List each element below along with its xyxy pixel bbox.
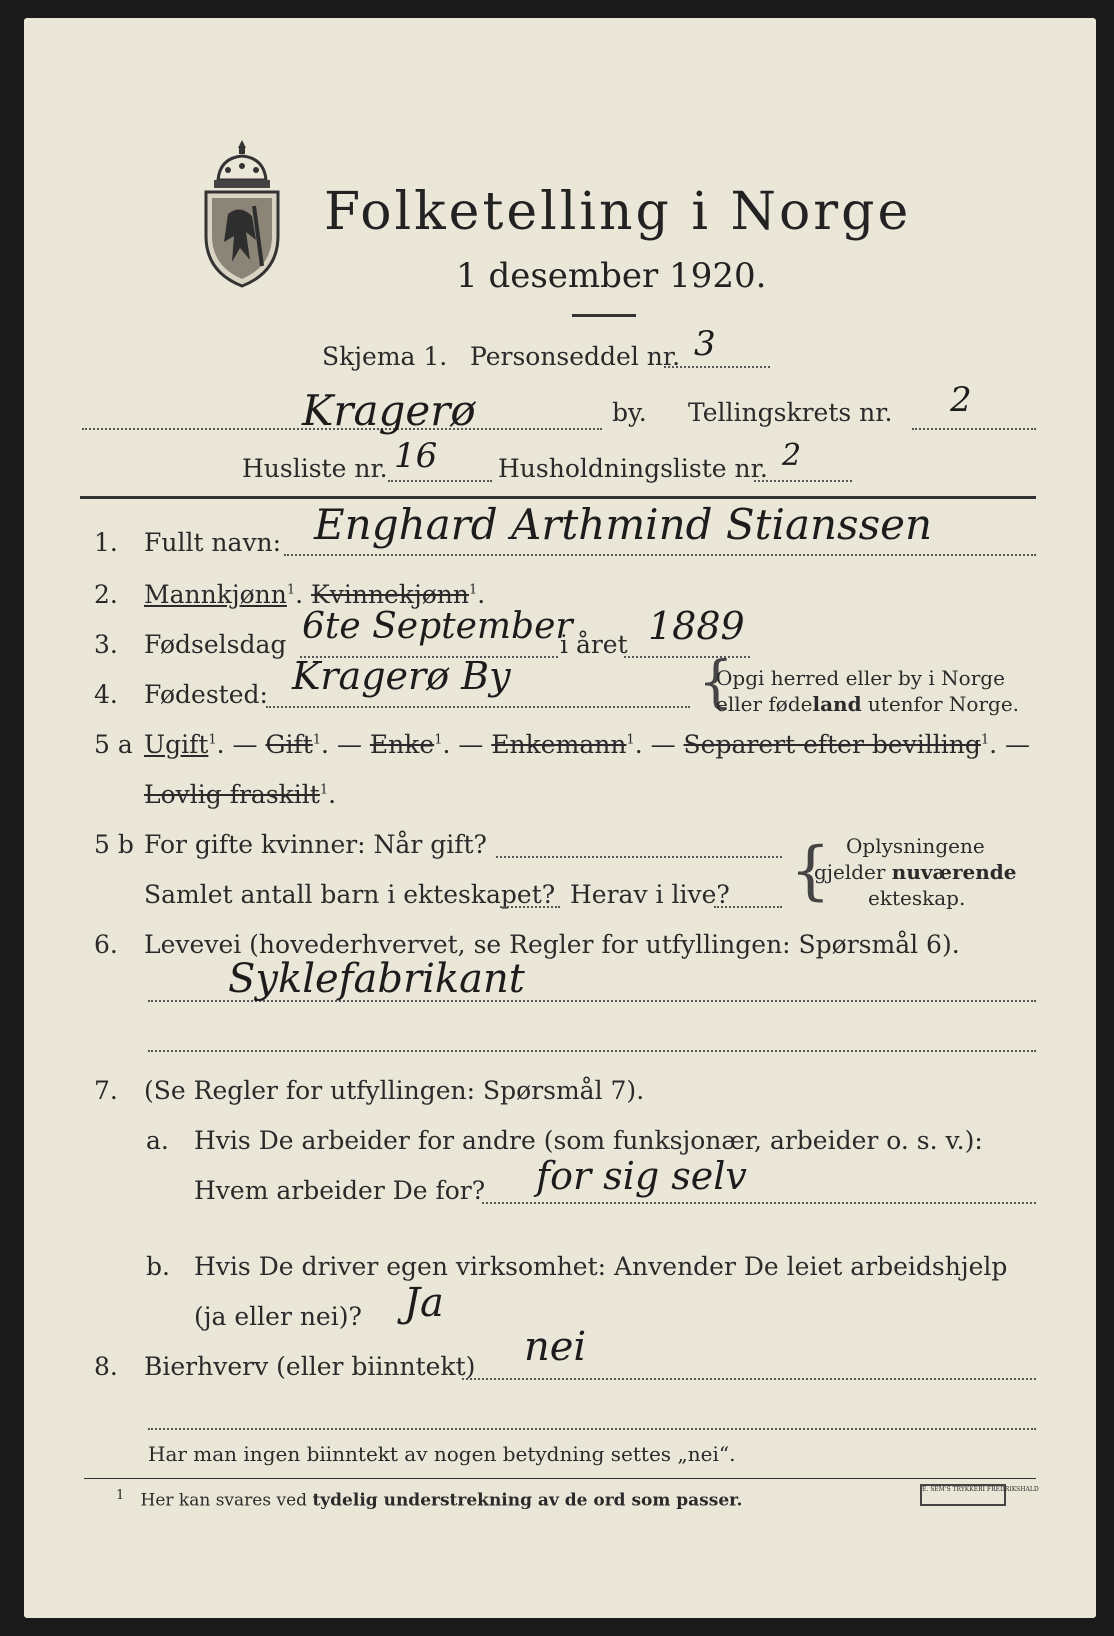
q7b-text: Hvis De driver egen virksomhet: Anvender De leiet arbeidshjelp (194, 1252, 1008, 1281)
q5b-line2 (500, 906, 560, 908)
town-suffix: by. (612, 398, 647, 427)
q5b-note-line3: ekteskap. (868, 886, 966, 910)
census-form-page (24, 18, 1096, 1618)
q8-line2 (148, 1428, 1036, 1430)
title-divider (572, 314, 636, 317)
q2-options: Mannkjønn$^1$. Kvinnekjønn$^1$. (144, 580, 486, 609)
q8-line1 (462, 1378, 1036, 1380)
q4-label: Fødested: (144, 680, 268, 709)
employer-value[interactable]: for sig selv (536, 1154, 747, 1198)
house-list-label: Husliste nr. (242, 454, 388, 483)
form-date: 1 desember 1920. (456, 256, 767, 296)
household-list-line (754, 480, 852, 482)
q7a-question: Hvem arbeider De for? (194, 1176, 486, 1205)
district-line (912, 428, 1036, 430)
q6-label: Levevei (hovederhvervet, se Regler for utfyllingen: Spørsmål 6). (144, 930, 960, 959)
married-option[interactable]: Gift (265, 730, 313, 759)
q7b-question: (ja eller nei)? (194, 1302, 362, 1331)
q3-year-label: i året (560, 630, 628, 659)
q3-label: Fødselsdag (144, 630, 287, 659)
q5b-brace: { (790, 834, 831, 908)
q7b-letter: b. (146, 1252, 170, 1281)
town-value[interactable]: Kragerø (302, 386, 476, 435)
person-slip-label: Personseddel nr. (470, 342, 681, 371)
district-label: Tellingskrets nr. (688, 398, 893, 427)
q5b-label3: Herav i live? (570, 880, 730, 909)
header-divider (80, 496, 1036, 499)
gender-female-option[interactable]: Kvinnekjønn (311, 580, 469, 609)
q1-number: 1. (94, 528, 118, 557)
q4-brace: { (698, 650, 734, 715)
schema-label: Skjema 1. (322, 342, 448, 371)
district-number[interactable]: 2 (950, 380, 972, 420)
q5a-number: 5 a (94, 730, 133, 759)
gender-male-option[interactable]: Mannkjønn (144, 580, 287, 609)
q7a-letter: a. (146, 1126, 169, 1155)
household-list-number[interactable]: 2 (782, 438, 802, 473)
widow-option[interactable]: Enke (369, 730, 435, 759)
q4-note-line2: eller fødeland utenfor Norge. (716, 692, 1020, 716)
q5b-label2: Samlet antall barn i ekteskapet? (144, 880, 556, 909)
form-title: Folketelling i Norge (324, 182, 912, 242)
q8-label: Bierhverv (eller biinntekt) (144, 1352, 476, 1381)
q5b-note-line1: Oplysningene (846, 834, 985, 858)
footnote: $^1$ Her kan svares ved tydelig understrekning av de ord som passer. (116, 1488, 743, 1511)
q7a-text: Hvis De arbeider for andre (som funksjonær, arbeider o. s. v.): (194, 1126, 983, 1155)
birthplace-value[interactable]: Kragerø By (292, 654, 511, 698)
footer-divider (84, 1478, 1036, 1479)
q6-number: 6. (94, 930, 118, 959)
person-slip-number[interactable]: 3 (694, 324, 716, 364)
q8-number: 8. (94, 1352, 118, 1381)
q6-line2 (148, 1050, 1036, 1052)
q3-number: 3. (94, 630, 118, 659)
hired-help-value[interactable]: Ja (404, 1280, 444, 1326)
coat-of-arms-icon (200, 136, 284, 288)
q5b-line1 (496, 856, 782, 858)
income-note: Har man ingen biinntekt av nogen betydning settes „nei“. (148, 1442, 736, 1466)
birthday-value[interactable]: 6te September (302, 606, 573, 647)
q7a-line (482, 1202, 1036, 1204)
birth-year-value[interactable]: 1889 (648, 604, 745, 648)
q1-line (284, 554, 1036, 556)
side-income-value[interactable]: nei (524, 1324, 587, 1370)
person-slip-line (664, 366, 770, 368)
widower-option[interactable]: Enkemann (491, 730, 627, 759)
q5b-line3 (714, 906, 782, 908)
printer-mark: E. SEM'S TRYKKERI FREDRIKSHALD (920, 1484, 1006, 1506)
occupation-value[interactable]: Syklefabrikant (228, 956, 525, 1002)
q5b-number: 5 b (94, 830, 134, 859)
unmarried-option[interactable]: Ugift (144, 730, 209, 759)
q5a-options-line2: Lovlig fraskilt$^1$. (144, 780, 337, 809)
house-list-number[interactable]: 16 (394, 436, 438, 476)
q5b-label1: For gifte kvinner: Når gift? (144, 830, 487, 859)
q4-line (266, 706, 690, 708)
household-list-label: Husholdningsliste nr. (498, 454, 768, 483)
house-list-line (388, 480, 492, 482)
full-name-value[interactable]: Enghard Arthmind Stianssen (314, 500, 933, 549)
q2-number: 2. (94, 580, 118, 609)
q5b-note-line2: gjelder nuværende (814, 860, 1017, 884)
q4-note-line1: Opgi herred eller by i Norge (716, 666, 1005, 690)
separated-option[interactable]: Separert efter bevilling (683, 730, 981, 759)
q7-number: 7. (94, 1076, 118, 1105)
q1-label: Fullt navn: (144, 528, 282, 557)
q5a-options: Ugift$^1$. — Gift$^1$. — Enke$^1$. — Enkemann$^1$. — Separert efter bevilling$^1$. — (144, 730, 1031, 759)
q7-label: (Se Regler for utfyllingen: Spørsmål 7). (144, 1076, 645, 1105)
q4-number: 4. (94, 680, 118, 709)
divorced-option[interactable]: Lovlig fraskilt (144, 780, 320, 809)
